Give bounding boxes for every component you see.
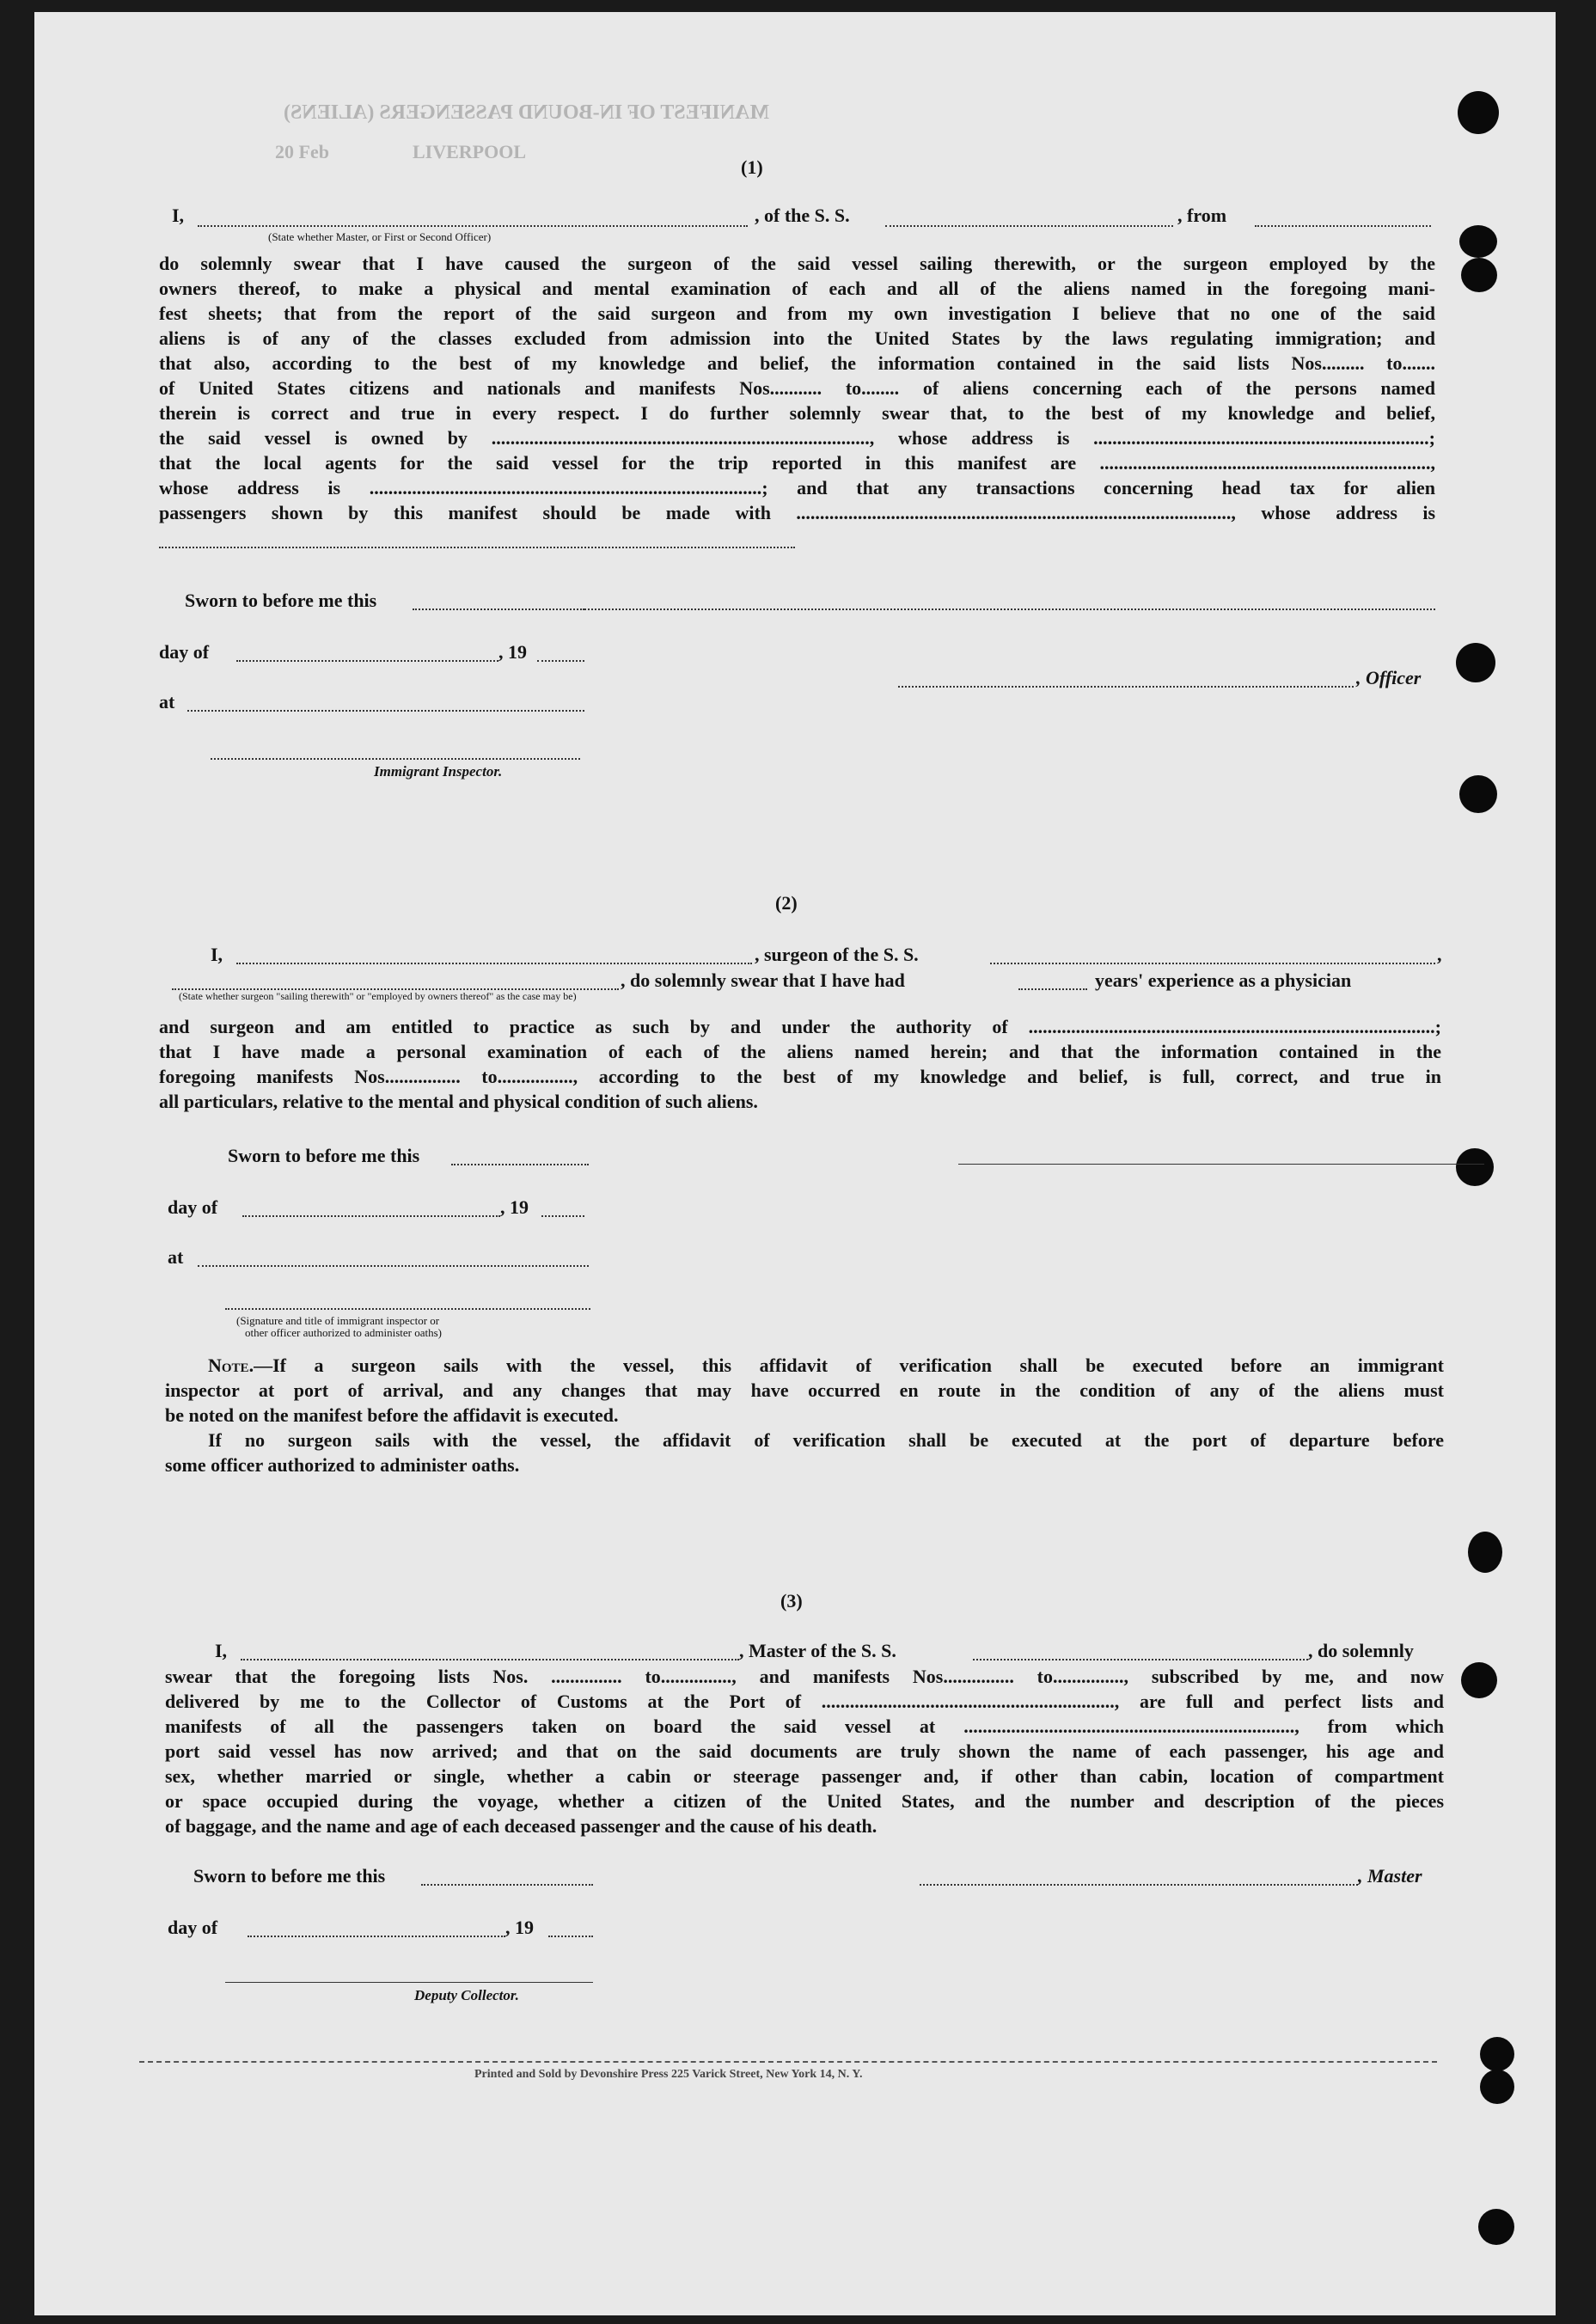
s2-para-line: and surgeon and am entitled to practice as such by and under the authority of ......................................................................................; — [159, 1016, 1441, 1037]
faint-header-date: 20 Feb — [275, 141, 329, 162]
s2-at-place-field[interactable] — [198, 1265, 589, 1267]
s1-day-of-field[interactable] — [236, 660, 498, 662]
s1-at-place-field[interactable] — [187, 710, 584, 712]
s3-master-name-field[interactable] — [241, 1659, 739, 1660]
s1-year-label: , 19 — [498, 641, 527, 663]
s1-para-line: do solemnly swear that I have caused the surgeon of the said vessel sailing therewith, or the surgeon employed by the — [159, 253, 1435, 274]
s3-year-label: , 19 — [505, 1917, 534, 1938]
s2-vessel-name-field[interactable] — [990, 963, 1435, 964]
s2-sworn-date-field[interactable] — [451, 1164, 589, 1165]
s2-surgeon-name-field[interactable] — [236, 963, 752, 964]
s2-para-line: that I have made a personal examination of each of the aliens named herein; and that the information contained in the — [159, 1041, 1441, 1062]
s3-paragraph — [165, 1664, 1444, 1838]
manifest-page — [34, 12, 1556, 2315]
s2-paragraph — [159, 1014, 1441, 1114]
s3-vessel-name-field[interactable] — [973, 1659, 1308, 1660]
s3-para-line: port said vessel has now arrived; and that on the said documents are truly shown the name of each passenger, his age and — [165, 1740, 1444, 1762]
s1-para-line: that also, according to the best of my knowledge and belief, the information contained in the said lists Nos......... to....... — [159, 352, 1435, 374]
s2-sig-caption-line: other officer authorized to administer oaths) — [245, 1326, 442, 1339]
s3-day-of-field[interactable] — [248, 1936, 505, 1937]
s2-sworn-label: Sworn to before me this — [228, 1145, 420, 1166]
s2-years-field[interactable] — [1018, 988, 1087, 990]
s3-line1-solemnly: , do solemnly — [1308, 1640, 1414, 1661]
s2-sig-caption-line: (Signature and title of immigrant inspector or — [236, 1314, 440, 1327]
s1-inspector-label: Immigrant Inspector. — [374, 763, 503, 780]
s3-deputy-label: Deputy Collector. — [414, 1987, 519, 2003]
s2-day-of-label: day of — [168, 1196, 218, 1218]
s1-line1-ss: , of the S. S. — [755, 205, 850, 226]
s1-para-line: of United States citizens and nationals and manifests Nos........... to........ of aliens concerning each of the persons named — [159, 377, 1435, 399]
punch-hole — [1458, 91, 1499, 134]
s3-sworn-label: Sworn to before me this — [193, 1865, 386, 1887]
punch-hole — [1461, 258, 1497, 292]
s3-sworn-date-field[interactable] — [421, 1884, 593, 1886]
s2-para-line: all particulars, relative to the mental and physical condition of such aliens. — [159, 1091, 758, 1112]
punch-hole — [1456, 643, 1495, 682]
s1-line1-from: , from — [1177, 205, 1227, 226]
s3-para-line: sex, whether married or single, whether a cabin or steerage passenger and, if other than cabin, location of compartment — [165, 1765, 1444, 1787]
punch-hole — [1478, 2209, 1514, 2245]
s3-line1-ss: , Master of the S. S. — [739, 1640, 896, 1661]
s1-day-of-label: day of — [159, 641, 210, 663]
s3-para-line: of baggage, and the name and age of each deceased passenger and the cause of his death. — [165, 1815, 877, 1837]
punch-hole — [1480, 2070, 1514, 2104]
punch-hole — [1456, 1148, 1494, 1186]
s3-para-line: swear that the foregoing lists Nos. ............... to..............., and manifests Nos............... to..............., subscribed by me, and now — [165, 1666, 1444, 1687]
s2-line1-ss: , surgeon of the S. S. — [755, 944, 919, 965]
s2-line2-swear: , do solemnly swear that I have had — [621, 969, 905, 991]
s3-para-line: or space occupied during the voyage, whether a citizen of the United States, and the number and description of the pieces — [165, 1790, 1444, 1812]
s2-note-line-1 — [165, 1353, 1444, 1378]
punch-hole — [1461, 1662, 1497, 1698]
s1-para-line: that the local agents for the said vessel for the trip reported in this manifest are ......................................................................, — [159, 452, 1435, 474]
s2-year-field[interactable] — [541, 1215, 584, 1217]
s1-at-label: at — [159, 691, 175, 712]
s2-line1-end: , — [1437, 944, 1442, 965]
s1-para-line: aliens is of any of the classes excluded from admission into the United States by the laws regulating immigration; and — [159, 327, 1435, 349]
s1-officer-name-field[interactable] — [198, 225, 748, 227]
s2-note-line: If no surgeon sails with the vessel, the affidavit of verification shall be executed at the port of departure before — [208, 1429, 1444, 1451]
s1-paragraph — [159, 251, 1435, 525]
s3-day-of-label: day of — [168, 1917, 218, 1938]
s2-day-of-field[interactable] — [242, 1215, 500, 1217]
s1-line1-i: I, — [172, 205, 185, 226]
faint-header-port: LIVERPOOL — [413, 141, 527, 162]
s1-sworn-label: Sworn to before me this — [185, 590, 377, 611]
faint-header-line: MANIFEST OF IN-BOUND PASSENGERS (ALIENS) — [284, 101, 769, 124]
s3-year-field[interactable] — [548, 1936, 593, 1937]
footer-rule — [139, 2061, 1437, 2063]
s3-para-line: manifests of all the passengers taken on board the said vessel at ......................................................................, from which — [165, 1715, 1444, 1737]
s2-para-line: foregoing manifests Nos................ to................, according to the best of my knowledge and belief, is full, correct, and true in — [159, 1066, 1441, 1087]
s3-deputy-signature-field[interactable] — [225, 1982, 593, 1983]
s2-line2-years: years' experience as a physician — [1095, 969, 1352, 991]
s3-para-line: delivered by me to the Collector of Customs at the Port of .............................................................., are full and perfect lists and — [165, 1691, 1444, 1712]
s1-from-port-field[interactable] — [1255, 225, 1431, 227]
section-3-number: (3) — [780, 1590, 803, 1612]
s1-para-line: whose address is ...................................................................................; and that any transactions concerning head tax for alien — [159, 477, 1435, 498]
punch-hole — [1468, 1532, 1502, 1573]
note-text: —If a surgeon sails with the vessel, this affidavit of verification shall be executed before an immigrant — [254, 1355, 1444, 1376]
s2-note-line: be noted on the manifest before the affidavit is executed. — [165, 1404, 619, 1426]
s2-at-label: at — [168, 1246, 184, 1268]
s1-inspector-signature-field[interactable] — [211, 758, 580, 760]
s1-officer-signature-field[interactable] — [898, 686, 1354, 688]
s1-address-continuation-field[interactable] — [159, 547, 795, 548]
section-1-number: (1) — [741, 156, 763, 178]
s2-note — [165, 1353, 1444, 1477]
s2-signature-field[interactable] — [958, 1164, 1484, 1165]
s1-para-line: fest sheets; that from the report of the said surgeon and from my own investigation I believe that no one of the said — [159, 303, 1435, 324]
s1-caption: (State whether Master, or First or Second Officer) — [268, 230, 492, 243]
s3-master-signature-field[interactable] — [920, 1884, 1358, 1886]
s3-line1-i: I, — [215, 1640, 228, 1661]
s2-caption: (State whether surgeon "sailing therewith" or "employed by owners thereof" as the case may be) — [179, 990, 577, 1002]
s2-note-line: some officer authorized to administer oaths. — [165, 1454, 520, 1476]
s2-year-label: , 19 — [500, 1196, 529, 1218]
s2-sig-caption — [236, 1315, 442, 1339]
s2-note-line: inspector at port of arrival, and any changes that may have occurred en route in the condition of any of the aliens must — [165, 1379, 1444, 1401]
punch-hole — [1459, 775, 1497, 813]
s1-vessel-name-field[interactable] — [885, 225, 1173, 227]
printer-imprint: Printed and Sold by Devonshire Press 225 Varick Street, New York 14, N. Y. — [474, 2068, 863, 2081]
s1-officer-label: , Officer — [1356, 667, 1422, 688]
s2-inspector-signature-field[interactable] — [225, 1308, 590, 1310]
note-label: Note. — [208, 1355, 254, 1376]
s1-officer-signature-top-field[interactable] — [584, 609, 1435, 610]
s1-para-line: therein is correct and true in every respect. I do further solemnly swear that, to the best of my knowledge and belief, — [159, 402, 1435, 424]
punch-hole — [1480, 2037, 1514, 2071]
s1-sworn-date-field[interactable] — [413, 609, 584, 610]
s1-para-line: owners thereof, to make a physical and mental examination of each and all of the aliens named in the foregoing mani- — [159, 278, 1435, 299]
section-2-number: (2) — [775, 892, 798, 914]
s1-para-line: passengers shown by this manifest should be made with ............................................................................................, whose address is — [159, 502, 1435, 523]
s1-para-line: the said vessel is owned by ................................................................................, whose address is .......................................................................; — [159, 427, 1435, 449]
punch-hole — [1459, 225, 1497, 258]
s3-master-label: , Master — [1358, 1865, 1422, 1887]
s1-year-field[interactable] — [537, 660, 584, 662]
s2-line1-i: I, — [211, 944, 223, 965]
